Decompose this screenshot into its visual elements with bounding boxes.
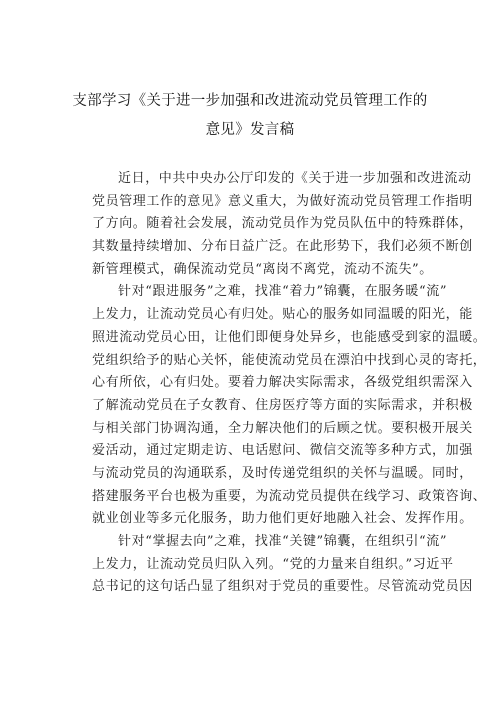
paragraph-1-line-2: 党员管理工作的意见》意义重大，为做好流动党员管理工作指明 — [92, 193, 473, 209]
paragraph-3-line-1: 针对“掌握去向”之难，找准“关键”锦囊，在组织引“流” — [118, 534, 448, 549]
paragraph-2-line-4: 党组织给予的贴心关怀，能使流动党员在漂泊中找到心灵的寄托， — [92, 352, 487, 368]
paragraph-2-line-7: 与相关部门协调沟通，全力解决他们的后顾之忧。要积极开展关 — [92, 420, 473, 436]
paragraph-2-line-3: 照进流动党员心田，让他们即便身处异乡，也能感受到家的温暖。 — [92, 329, 487, 345]
paragraph-2-line-11: 就业创业等多元化服务，助力他们更好地融入社会、发挥作用。 — [92, 511, 473, 527]
paragraph-1-line-1: 近日，中共中央办公厅印发的《关于进一步加强和改进流动 — [118, 171, 472, 186]
paragraph-1-line-4: 其数量持续增加、分布日益广泛。在此形势下，我们必须不断创 — [92, 239, 473, 255]
paragraph-2-line-2: 上发力，让流动党员心有归处。贴心的服务如同温暖的阳光，能 — [92, 307, 473, 323]
paragraph-3-line-2: 上发力，让流动党员归队入列。“党的力量来自组织。”习近平 — [92, 556, 454, 572]
paragraph-2-line-8: 爱活动，通过定期走访、电话慰问、微信交流等多种方式，加强 — [92, 443, 473, 459]
paragraph-2-line-5: 心有所依，心有归处。要着力解决实际需求，各级党组织需深入 — [92, 375, 473, 391]
document-body — [92, 168, 487, 599]
paragraph-2-line-1: 针对“跟进服务”之难，找准“着力”锦囊，在服务暖“流” — [118, 284, 448, 300]
paragraph-2-line-9: 与流动党员的沟通联系，及时传递党组织的关怀与温暖。同时， — [92, 465, 473, 481]
paragraph-3-line-3: 总书记的这句话凸显了组织对于党员的重要性。尽管流动党员因 — [92, 579, 473, 595]
document-title-line-2: 意见》发言稿 — [205, 122, 295, 138]
document-title-line-1: 支部学习《关于进一步加强和改进流动党员管理工作的 — [72, 93, 428, 109]
paragraph-1-line-5: 新管理模式，确保流动党员“离岗不离党，流动不流失”。 — [92, 261, 433, 277]
paragraph-2-line-10: 搭建服务平台也极为重要，为流动党员提供在线学习、政策咨询、 — [92, 488, 487, 504]
paragraph-1-line-3: 了方向。随着社会发展，流动党员作为党员队伍中的特殊群体， — [92, 216, 473, 232]
paragraph-2-line-6: 了解流动党员在子女教育、住房医疗等方面的实际需求，并积极 — [92, 397, 473, 413]
